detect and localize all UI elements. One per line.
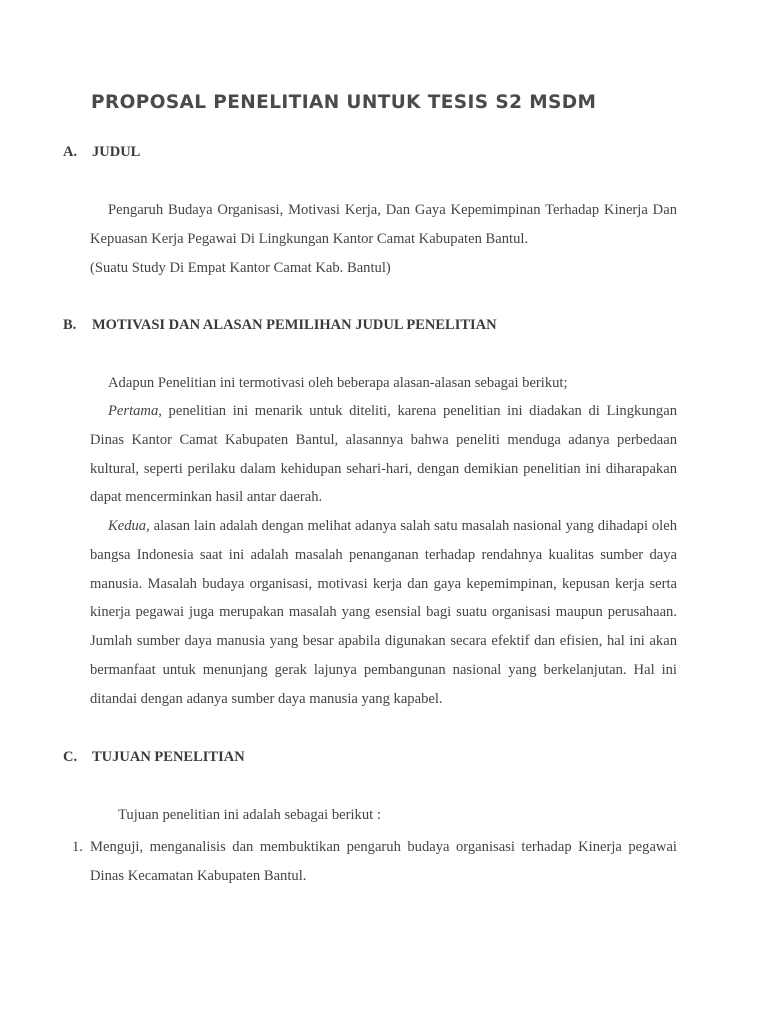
- section-c-intro: Tujuan penelitian ini adalah sebagai berikut :: [118, 807, 381, 823]
- section-b-heading: [63, 317, 497, 334]
- section-b-second-text: alasan lain adalah dengan melihat adanya salah satu masalah nasional yang dihadapi oleh bangsa Indonesia saat ini adalah masalah penanganan terhadap rendahnya kualitas sumber daya manusia. Masalah budaya organisasi, motivasi kerja dan gaya kepemimpinan, kepusan kerja serta kinerja pegawai juga merupakan masalah yang esensial bagi suatu organisasi maupun perusahaan. Jumlah sumber daya manusia yang besar apabila digunakan secara efektif dan efisien, hal ini akan bermanfaat untuk menunjang gerak lajunya pembangunan nasional yang berkelanjutan. Hal ini ditandai dengan adanya sumber daya manusia yang kapabel.: [90, 518, 677, 707]
- section-c-letter: C.: [63, 749, 78, 765]
- section-b-title: MOTIVASI DAN ALASAN PEMILIHAN JUDUL PENELITIAN: [92, 317, 497, 333]
- section-b-letter: B.: [63, 317, 77, 333]
- list-item-text: Menguji, menganalisis dan membuktikan pengaruh budaya organisasi terhadap Kinerja pegawai Dinas Kecamatan Kabupaten Bantul.: [90, 839, 677, 884]
- section-a-title: JUDUL: [92, 144, 141, 160]
- section-b-paragraph-second: [90, 512, 677, 714]
- list-item-number: 1.: [72, 839, 83, 855]
- section-a-letter: A.: [63, 144, 78, 160]
- section-b-intro: Adapun Penelitian ini termotivasi oleh beberapa alasan-alasan sebagai berikut;: [108, 375, 568, 391]
- document-title: PROPOSAL PENELITIAN UNTUK TESIS S2 MSDM: [91, 92, 597, 113]
- section-a-heading: [63, 144, 140, 161]
- section-c-title: TUJUAN PENELITIAN: [92, 749, 245, 765]
- section-a-subtitle: (Suatu Study Di Empat Kantor Camat Kab. Bantul): [90, 260, 391, 276]
- section-a-paragraph: [90, 196, 677, 254]
- section-b-first-label: Pertama,: [108, 403, 162, 419]
- section-a-text: Pengaruh Budaya Organisasi, Motivasi Kerja, Dan Gaya Kepemimpinan Terhadap Kinerja Dan Kepuasan Kerja Pegawai Di Lingkungan Kantor Camat Kabupaten Bantul.: [90, 202, 677, 247]
- section-b-first-text: penelitian ini menarik untuk diteliti, karena penelitian ini diadakan di Lingkungan Dinas Kantor Camat Kabupaten Bantul, alasannya bahwa peneliti menduga adanya perbedaan kultural, seperti perilaku dalam kehidupan sehari-hari, dengan demikian penelitian ini diharapakan dapat mencerminkan hasil antar daerah.: [90, 403, 677, 506]
- section-b-paragraph-first: [90, 397, 677, 512]
- section-b-second-label: Kedua,: [108, 518, 150, 534]
- section-c-heading: [63, 749, 245, 766]
- objective-list-item: [72, 833, 677, 891]
